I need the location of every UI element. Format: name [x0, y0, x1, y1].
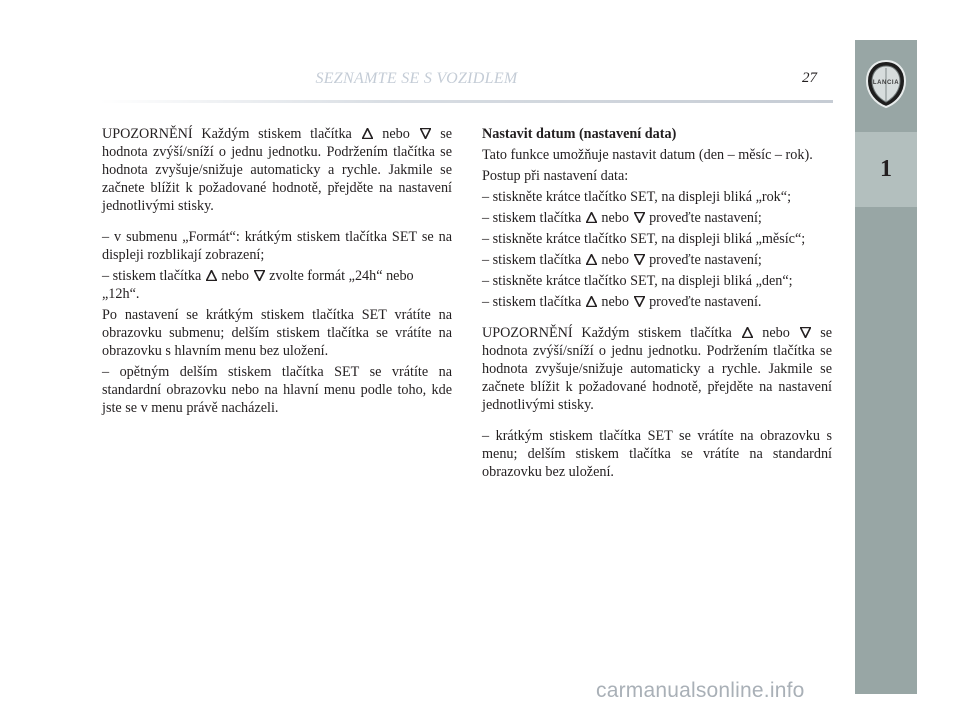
return-standard-paragraph: – opětným delším stiskem tlačítka SET se vrátíte na standardní obrazovku nebo na hlavní menu podle toho, kde jste se v menu právě nacházeli.: [102, 364, 452, 416]
step-item: [482, 209, 832, 227]
chapter-sidebar: [855, 40, 917, 694]
right-text-column: [482, 125, 832, 481]
warning-paragraph: [482, 324, 832, 414]
text-fragment: nebo: [221, 268, 249, 284]
text-fragment: – stiskem tlačítka: [102, 268, 202, 284]
procedure-label: Postup při nastavení data:: [482, 168, 629, 184]
lancia-shield-icon: [864, 59, 908, 109]
triangle-up-icon: [586, 296, 597, 307]
text-fragment: nebo: [601, 294, 629, 310]
step-item: – stiskněte krátce tlačítko SET, na displeji bliká „rok“;: [482, 189, 792, 205]
header-divider: [100, 100, 833, 103]
triangle-down-icon: [634, 296, 645, 307]
text-fragment: nebo: [382, 126, 410, 142]
text-fragment: UPOZORNĚNÍ Každým stiskem tlačítka: [482, 325, 732, 341]
triangle-down-icon: [800, 327, 811, 338]
text-fragment: proveďte nastavení;: [649, 252, 762, 268]
triangle-up-icon: [586, 254, 597, 265]
triangle-down-icon: [254, 270, 265, 281]
text-fragment: se hodnota zvýší/sníží o jednu jednotku. Podržením tlačítka se hodnota zvyšuje/snižuje automaticky a rychle. Jakmile se začnete blížit k požadované hodnotě, přejděte na nastavení jednotlivými stisky.: [102, 126, 453, 214]
logo-text: LANCIA: [872, 80, 900, 86]
intro-paragraph: Tato funkce umožňuje nastavit datum (den – měsíc – rok).: [482, 147, 813, 163]
step-item: [482, 293, 832, 311]
text-fragment: – stiskem tlačítka: [482, 210, 582, 226]
step-item: [482, 251, 832, 269]
step-item: – stiskněte krátce tlačítko SET, na displeji bliká „den“;: [482, 273, 793, 289]
text-fragment: nebo: [762, 325, 790, 341]
triangle-up-icon: [742, 327, 753, 338]
return-menu-paragraph: – krátkým stiskem tlačítka SET se vrátíte na obrazovku s menu; delším stiskem tlačítka se vrátíte na standardní obrazovku bez uložení.: [482, 428, 832, 480]
format-select-paragraph: [102, 267, 452, 303]
triangle-down-icon: [634, 254, 645, 265]
text-fragment: proveďte nastavení.: [649, 294, 762, 310]
site-watermark: carmanualsonline.info: [596, 679, 805, 702]
text-fragment: UPOZORNĚNÍ Každým stiskem tlačítka: [102, 126, 352, 142]
triangle-up-icon: [362, 128, 373, 139]
text-fragment: nebo: [601, 252, 629, 268]
text-fragment: proveďte nastavení;: [649, 210, 762, 226]
left-text-column: [102, 125, 452, 417]
text-fragment: nebo: [601, 210, 629, 226]
format-submenu-paragraph: – v submenu „Formát“: krátkým stiskem tlačítka SET se na displeji rozblikají zobrazení;: [102, 229, 452, 263]
triangle-down-icon: [634, 212, 645, 223]
text-fragment: se hodnota zvýší/sníží o jednu jednotku. Podržením tlačítka se hodnota zvyšuje/snižuje automaticky a rychle. Jakmile se začnete blížit k požadované hodnotě, přejděte na nastavení jednotlivými stisky.: [482, 325, 833, 413]
text-fragment: zvolte formát „24h“ nebo „12h“.: [102, 268, 414, 302]
section-heading: Nastavit datum (nastavení data): [482, 126, 677, 142]
brand-logo: [855, 40, 917, 128]
page-header-title: SEZNAMTE SE S VOZIDLEM: [315, 70, 518, 87]
chapter-number: 1: [880, 156, 892, 182]
text-fragment: – stiskem tlačítka: [482, 252, 582, 268]
triangle-up-icon: [206, 270, 217, 281]
return-submenu-paragraph: Po nastavení se krátkým stiskem tlačítka SET vrátíte na obrazovku submenu; delším stiskem tlačítka se vrátíte na obrazovku s hlavním menu bez uložení.: [102, 307, 452, 359]
triangle-down-icon: [420, 128, 431, 139]
chapter-tab[interactable]: [855, 132, 917, 207]
text-fragment: – stiskem tlačítka: [482, 294, 582, 310]
triangle-up-icon: [586, 212, 597, 223]
warning-paragraph: [102, 125, 452, 215]
page-number: 27: [802, 70, 817, 86]
step-item: – stiskněte krátce tlačítko SET, na displeji bliká „měsíc“;: [482, 231, 806, 247]
